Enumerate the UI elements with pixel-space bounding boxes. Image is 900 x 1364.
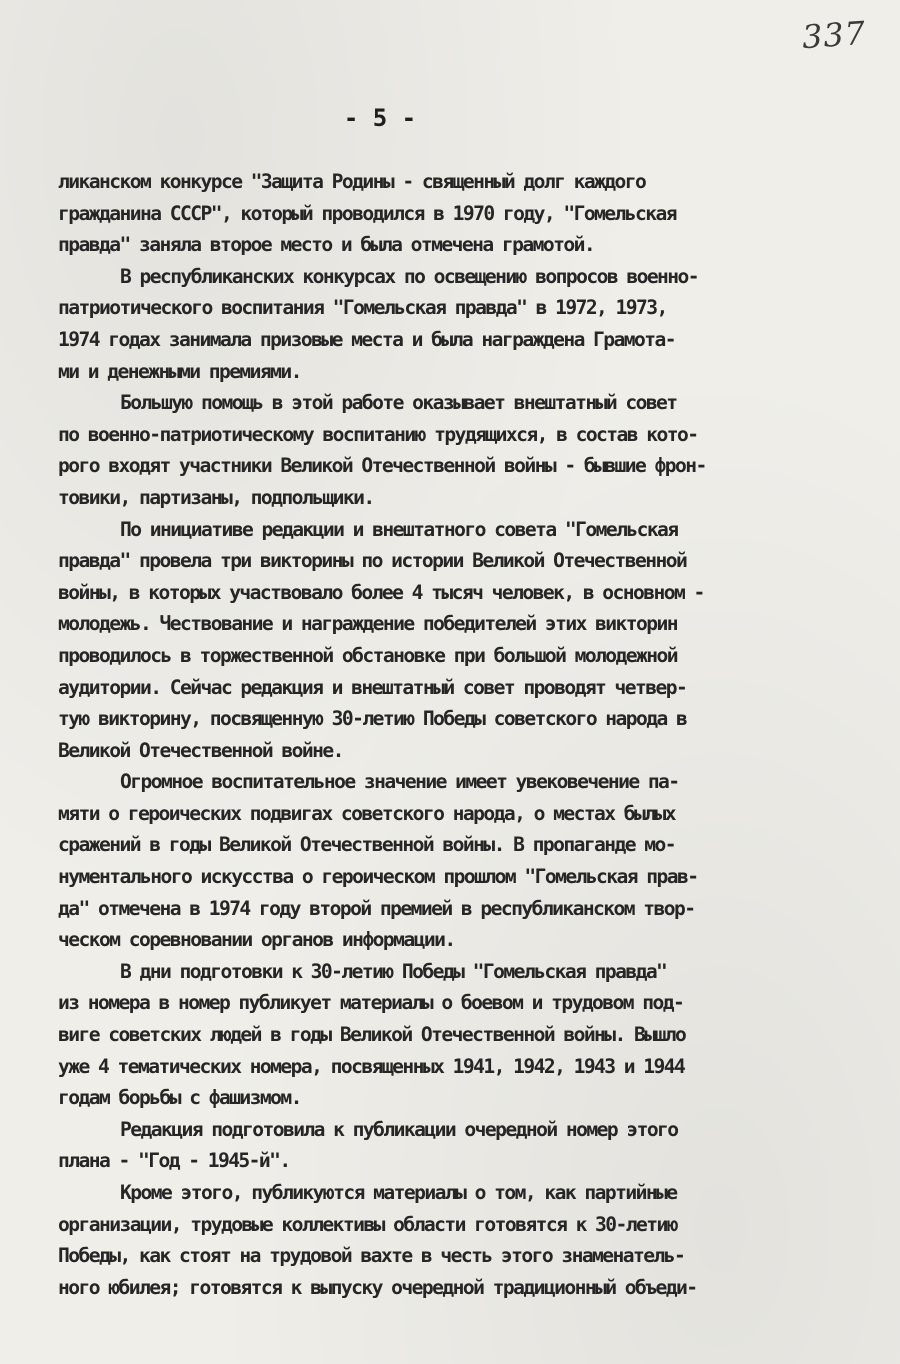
text-line: тую викторину, посвященную 30-летию Победы советского народа в: [58, 707, 687, 731]
text-line: гражданина СССР", который проводился в 1970 году, "Гомельская: [58, 201, 677, 225]
text-line: по военно-патриотическому воспитанию трудящихся, в состав кото-: [58, 422, 698, 446]
text-line: Великой Отечественной войне.: [58, 738, 343, 762]
text-line: Редакция подготовила к публикации очередной номер этого: [120, 1117, 678, 1141]
text-line: годам борьбы с фашизмом.: [58, 1086, 301, 1110]
text-line: рого входят участники Великой Отечественной войны - бывшие фрон-: [58, 454, 706, 478]
text-line: ликанском конкурсе "Защита Родины - священный долг каждого: [58, 170, 646, 193]
text-line: ческом соревновании органов информации.: [58, 928, 455, 952]
text-line: мяти о героических подвигах советского народа, о местах былых: [58, 801, 676, 825]
document-body-text: [58, 166, 848, 1303]
text-line: правда" заняла второе место и была отмечена грамотой.: [58, 233, 595, 257]
text-line: да" отмечена в 1974 году второй премией в республиканском твор-: [58, 896, 695, 920]
text-line: организации, трудовые коллективы области готовятся к 30-летию: [58, 1212, 678, 1236]
archive-page-number: 337: [800, 13, 868, 57]
text-line: сражений в годы Великой Отечественной войны. В пропаганде мо-: [58, 833, 676, 857]
text-line: уже 4 тематических номера, посвященных 1941, 1942, 1943 и 1944: [58, 1054, 685, 1078]
text-line: войны, в которых участвовало более 4 тысяч человек, в основном -: [58, 580, 704, 604]
page-number: - 5 -: [343, 104, 417, 132]
text-line: плана - "Год - 1945-й".: [58, 1149, 290, 1173]
text-line: молодежь. Чествование и награждение победителей этих викторин: [58, 612, 678, 636]
text-line: Большую помощь в этой работе оказывает внештатный совет: [120, 391, 677, 415]
text-line: правда" провела три викторины по истории Великой Отечественной: [58, 549, 687, 573]
text-line: патриотического воспитания "Гомельская правда" в 1972, 1973,: [58, 296, 667, 320]
text-line: из номера в номер публикует материалы о боевом и трудовом под-: [58, 991, 684, 1015]
text-line: товики, партизаны, подпольщики.: [58, 485, 374, 509]
text-line: Победы, как стоят на трудовой вахте в честь этого знаменатель-: [58, 1244, 685, 1268]
text-line: нументального искусства о героическом прошлом "Гомельская прав-: [58, 865, 698, 889]
text-line: По инициативе редакции и внештатного совета "Гомельская: [120, 517, 678, 541]
text-line: аудитории. Сейчас редакция и внештатный совет проводят четвер-: [58, 675, 687, 699]
text-line: Кроме этого, публикуются материалы о том, как партийные: [120, 1181, 677, 1204]
text-line: ми и денежными премиями.: [58, 359, 301, 383]
text-line: В республиканских конкурсах по освещению вопросов военно-: [120, 264, 699, 288]
text-line: Огромное воспитательное значение имеет увековечение па-: [120, 770, 679, 794]
text-line: ного юбилея; готовятся к выпуску очередной традиционный объеди-: [58, 1275, 697, 1299]
text-line: 1974 годах занимала призовые места и была награждена Грамота-: [58, 327, 676, 351]
text-line: В дни подготовки к 30-летию Победы "Гомельская правда": [120, 959, 667, 983]
text-line: проводилось в торжественной обстановке при большой молодежной: [58, 643, 678, 667]
text-line: виге советских людей в годы Великой Отечественной войны. Вышло: [58, 1023, 686, 1047]
